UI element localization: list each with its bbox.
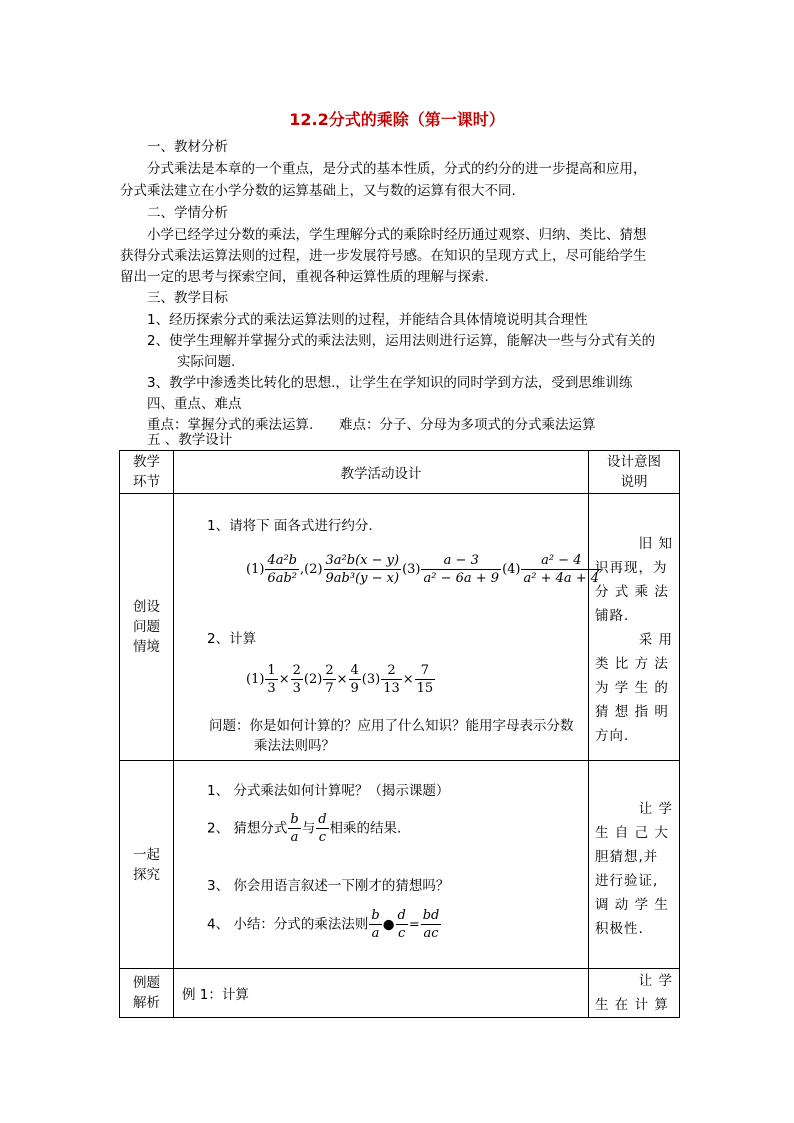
table-row — [120, 761, 680, 969]
goal-item: 3、教学中渗透类比转化的思想.，让学生在学知识的同时学到方法，受到思维训练 — [147, 375, 633, 391]
calculate-expressions: (1) $\frac{1}{3}$ × $\frac{2}{3}$ (2) $\frac{2}{7}$ × $\frac{4}{9}$ (3) $\frac{2}{13}$ × $\frac{7}{15}$ — [246, 663, 434, 696]
question-text-continued: 乘法法则吗？ — [254, 738, 335, 754]
paragraph-line: 获得分式乘法运算法则的过程，进一步发展符号感。在知识的呈现方式上，尽可能给学生 — [120, 248, 647, 264]
intent-cell: 让 学 生 自 己 大 胆猜想,并 进行验证, 调 动 学 生 积极性. — [589, 761, 680, 969]
activity-cell — [174, 494, 600, 761]
section-heading-goals: 三、教学目标 — [147, 290, 228, 306]
simplify-expressions: (1) $\frac{\text{4a²b}}{\text{6ab²}}$ ,(2) $\frac{\text{3a²b(x − y)}}{\text{9ab³(y − x)}}$ (3) $\frac{a - 3}{\text{a² − 6a + 9}}$ (4) $\frac{\text{a² − 4}}{\text{a² + 4a + 4}}$ — [246, 553, 600, 586]
section-heading-keypoints: 四、重点、难点 — [147, 396, 242, 412]
activity-item: 2、计算 — [207, 631, 257, 647]
section-heading-students: 二、学情分析 — [147, 205, 228, 221]
paragraph-line: 分式乘法建立在小学分数的运算基础上，又与数的运算有很大不同. — [120, 183, 516, 199]
goal-item: 2、使学生理解并掌握分式的乘法法则，运用法则进行运算，能解决一些与分式有关的 — [147, 333, 656, 349]
question-text: 问题：你是如何计算的？应用了什么知识？能用字母表示分数 — [209, 718, 574, 734]
goal-item-continued: 实际问题. — [177, 354, 236, 370]
stage-cell: 一起 探究 — [120, 761, 174, 969]
header-stage: 教学 环节 — [120, 451, 174, 494]
activity-cell — [174, 969, 589, 1018]
activity-item: 1、请将下 面各式进行约分. — [207, 518, 373, 534]
goal-item: 1、经历探索分式的乘法运算法则的过程，并能结合具体情境说明其合理性 — [147, 312, 588, 328]
activity-item: 3、 你会用语言叙述一下刚才的猜想吗？ — [207, 878, 450, 894]
paragraph-line: 小学已经学过分数的乘法，学生理解分式的乘除时经历通过观察、归纳、类比、猜想 — [147, 227, 647, 243]
activity-item: 1、 分式乘法如何计算呢？（揭示课题） — [207, 783, 450, 799]
intent-cell: 让 学 生 在 计 算 — [589, 969, 680, 1018]
paragraph-line: 分式乘法是本章的一个重点，是分式的基本性质，分式的约分的进一步提高和应用， — [147, 161, 647, 177]
activity-item: 4、 小结：分式的乘法法则 $\frac{b}{a}$ ● $\frac{d}{c}$ = $\frac{bd}{ac}$ — [207, 908, 440, 941]
section-heading-design: 五 、教学设计 — [147, 432, 233, 448]
keypoints-line: 重点：掌握分式的乘法运算. 难点：分子、分母为多项式的分式乘法运算 — [147, 417, 596, 433]
header-intent: 设计意图 说明 — [589, 451, 680, 494]
header-activity: 教学活动设计 — [174, 451, 589, 494]
activity-cell — [174, 761, 589, 969]
page-title: 12.2分式的乘除（第一课时） — [289, 110, 505, 129]
table-header-row — [120, 451, 680, 494]
activity-item: 2、 猜想分式 $\frac{b}{a}$ 与 $\frac{d}{c}$ 相乘的结果. — [207, 812, 402, 845]
table-row — [120, 969, 680, 1018]
section-heading-analysis: 一、教材分析 — [147, 139, 228, 155]
example-label: 例 1：计算 — [182, 987, 249, 1003]
stage-cell: 例题 解析 — [120, 969, 174, 1018]
intent-cell: 旧 知 识再现，为 分 式 乘 法 铺路. 采 用 类 比 方 法 为 学 生 的 猜 想 指 明 方向. — [589, 494, 680, 761]
paragraph-line: 留出一定的思考与探索空间，重视各种运算性质的理解与探索. — [120, 269, 489, 285]
teaching-design-table — [119, 450, 680, 1018]
table-row — [120, 494, 680, 761]
stage-cell: 创设 问题 情境 — [120, 494, 174, 761]
